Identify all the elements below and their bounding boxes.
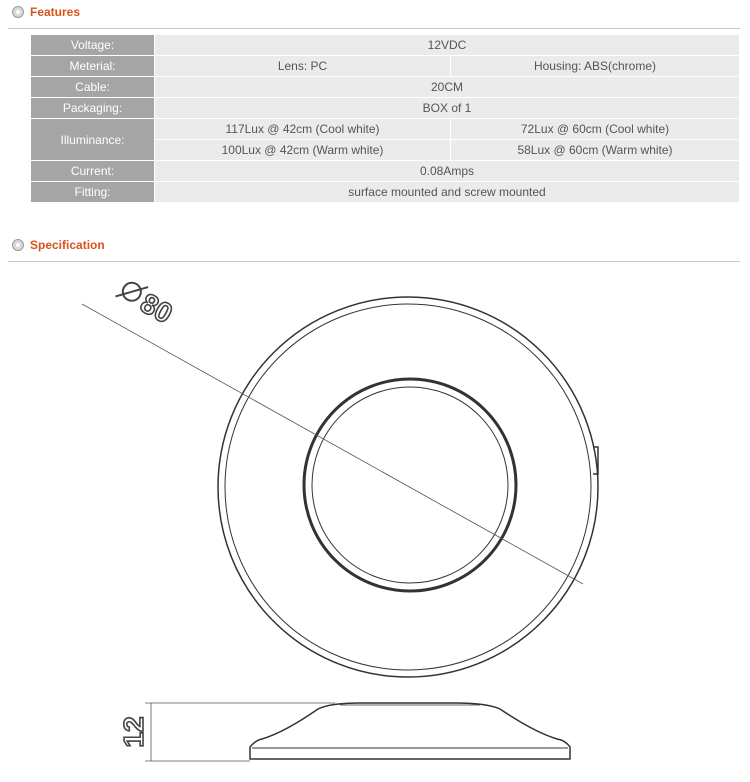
illuminance-cool-60: 72Lux @ 60cm (Cool white) [451,119,739,139]
current-value: 0.08Amps [155,161,739,181]
packaging-label: Packaging: [31,98,154,118]
lens-ring [304,379,516,591]
top-view [82,297,598,677]
material-housing: Housing: ABS(chrome) [451,56,739,76]
side-view [250,703,570,759]
packaging-value: BOX of 1 [155,98,739,118]
table-row [31,119,739,139]
voltage-label: Voltage: [31,35,154,55]
features-table [30,34,740,203]
material-label: Meterial: [31,56,154,76]
height-annotation [145,703,335,761]
technical-drawing [0,262,750,782]
illuminance-label: Illuminance: [31,119,154,160]
material-lens: Lens: PC [155,56,450,76]
illuminance-warm-60: 58Lux @ 60cm (Warm white) [451,140,739,160]
illuminance-cool-42: 117Lux @ 42cm (Cool white) [155,119,450,139]
lens-inner [312,387,508,583]
features-title: Features [30,5,81,19]
table-row [31,182,739,202]
illuminance-warm-42: 100Lux @ 42cm (Warm white) [155,140,450,160]
diameter-label: 80 [135,287,178,330]
current-label: Current: [31,161,154,181]
fitting-value: surface mounted and screw mounted [155,182,739,202]
cable-value: 20CM [155,77,739,97]
height-label: 12 [118,716,149,748]
side-body [250,703,570,759]
diameter-annotation [113,275,178,330]
specification-title: Specification [30,238,105,252]
bullet-icon [12,6,24,18]
table-row [31,56,739,76]
cable-label: Cable: [31,77,154,97]
table-row [31,35,739,55]
specification-header [8,233,740,262]
bullet-icon [12,239,24,251]
outer-rim-inner [225,304,591,670]
table-row [31,98,739,118]
table-row [31,77,739,97]
table-row [31,161,739,181]
fitting-label: Fitting: [31,182,154,202]
features-header [8,0,740,29]
voltage-value: 12VDC [155,35,739,55]
outer-rim [218,297,598,677]
